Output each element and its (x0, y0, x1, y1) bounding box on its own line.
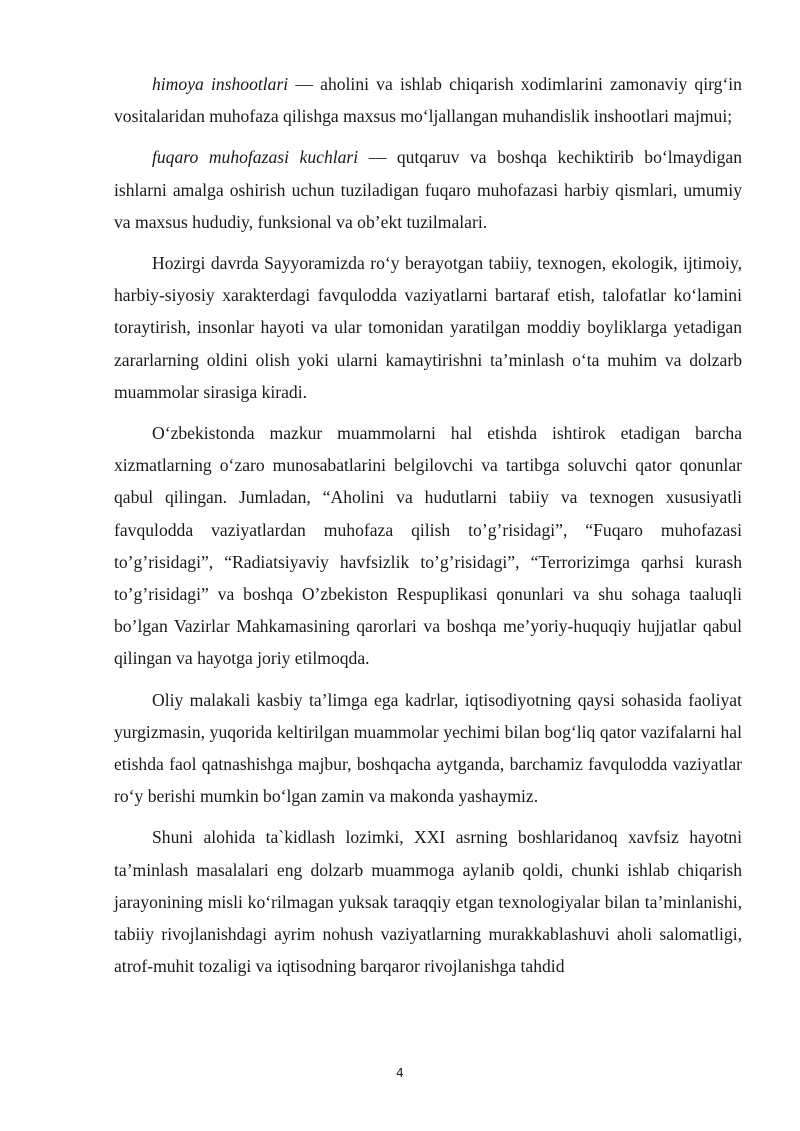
page-number: 4 (396, 1066, 404, 1080)
definition-paragraph-fuqaro-muhofazasi-kuchlari (114, 141, 742, 238)
definition-text: — qutqaruv va boshqa kechiktirib bo‘lmaydigan ishlarni amalga oshirish uchun tuziladigan fuqaro muhofazasi harbiy qismlari, umumiy va maxsus hududiy, funksional va ob’ekt tuzilmalari. (114, 147, 742, 232)
body-paragraph: O‘zbekistonda mazkur muammolarni hal etishda ishtirok etadigan barcha xizmatlarning o‘zaro munosabatlarini belgilovchi va tartibga soluvchi qator qonunlar qabul qilingan. Jumladan, “Aholini va hudutlarni tabiiy va texnogen xususiyatli favqulodda vaziyatlardan muhofaza qilish to’g’risidagi”, “Fuqaro muhofazasi to’g’risidagi”, “Radiatsiyaviy havfsizlik to’g’risidagi”, “Terrorizimga qarhsi kurash to’g’risidagi” va boshqa O’zbekiston Respuplikasi qonunlari va shu sohaga taaluqli bo’lgan Vazirlar Mahkamasining qarorlari va boshqa me’yoriy-huquqiy hujjatlar qabul qilingan va hayotga joriy etilmoqda. (114, 423, 742, 669)
definition-paragraph-himoya-inshootlari (114, 68, 742, 132)
defined-term: fuqaro muhofazasi kuchlari (152, 147, 359, 168)
body-paragraph: Hozirgi davrda Sayyoramizda ro‘y berayotgan tabiiy, texnogen, ekologik, ijtimoiy, harbiy-siyosiy xarakterdagi favqulodda vaziyatlarni bartaraf etish, talofatlar ko‘lamini toraytirish, insonlar hayoti va ular tomonidan yaratilgan moddiy boyliklarga yetadigan zararlarning oldini olish yoki ularni kamaytirishni ta’minlash o‘ta muhim va dolzarb muammolar sirasiga kiradi. (114, 253, 742, 402)
body-paragraph: Oliy malakali kasbiy ta’limga ega kadrlar, iqtisodiyotning qaysi sohasida faoliyat yurgizmasin, yuqorida keltirilgan muammolar yechimi bilan bog‘liq qator vazifalarni hal etishda faol qatnashishga majbur, boshqacha aytganda, barchamiz favqulodda vaziyatlar ro‘y berishi mumkin bo‘lgan zamin va makonda yashaymiz. (114, 689, 742, 807)
definition-text: — aholini va ishlab chiqarish xodimlarini zamonaviy qirg‘in vositalaridan muhofaza qilishga maxsus mo‘ljallangan muhandislik inshootlari majmui; (114, 74, 742, 127)
document-page (114, 68, 742, 991)
defined-term: himoya inshootlari (152, 74, 289, 94)
body-paragraph: Shuni alohida ta`kidlash lozimki, XXI asrning boshlaridanoq xavfsiz hayotni ta’minlash masalalari eng dolzarb muammoga aylanib qoldi, chunki ishlab chiqarish jarayonining misli ko‘rilmagan yuksak taraqqiy etgan texnologiyalar bilan ta’minlanishi, tabiiy rivojlanishdagi ayrim nohush vaziyatlarning murakkablashuvi aholi salomatligi, atrof-muhit tozaligi va iqtisodning barqaror rivojlanishga tahdid (114, 827, 742, 977)
